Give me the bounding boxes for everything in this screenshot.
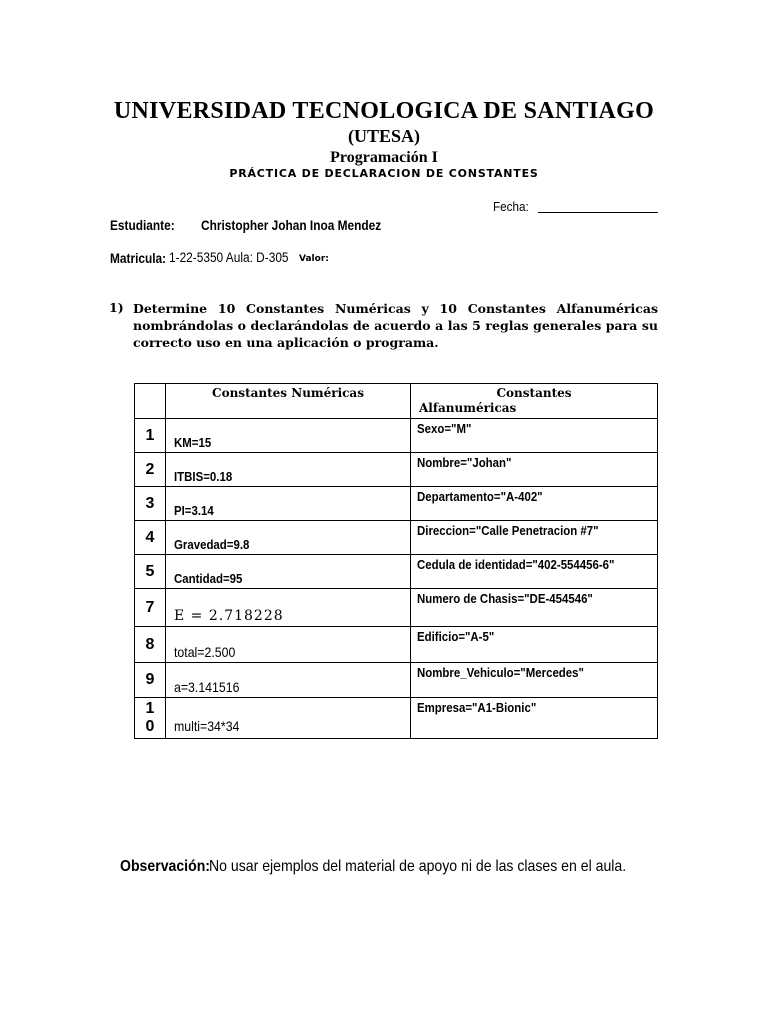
alpha-cell [411,698,658,739]
table-row [135,419,658,453]
row-index: 9 [135,663,166,698]
numeric-cell [166,589,411,627]
alpha-cell [411,627,658,663]
matricula-value: 1-22-5350 Aula: D-305 [169,250,289,265]
table-row [135,487,658,521]
alpha-constant: Nombre_Vehiculo="Mercedes" [417,665,584,680]
numeric-cell [166,698,411,739]
row-index: 3 [135,487,166,521]
numeric-constant: multi=34*34 [174,718,240,734]
table-header-row [135,384,658,419]
numeric-constant: Cantidad=95 [174,571,243,586]
table-row [135,453,658,487]
numeric-cell [166,555,411,589]
matricula-label: Matricula: [110,251,167,266]
alpha-constant: Direccion="Calle Penetracion #7" [417,523,599,538]
alpha-cell [411,663,658,698]
numeric-constant: Gravedad=9.8 [174,537,250,552]
numeric-constant: ITBIS=0.18 [174,469,233,484]
row-index: 5 [135,555,166,589]
question-text: Determine 10 Constantes Numéricas y 10 Constantes Alfanuméricas nombrándolas o declarándolas de acuerdo a las 5 reglas generales para su correcto uso en una aplicación o programa. [133,301,658,350]
header-alpha [411,384,658,419]
university-title: UNIVERSIDAD TECNOLOGICA DE SANTIAGO [113,98,655,124]
alpha-cell [411,589,658,627]
header-numeric [166,384,411,419]
alpha-cell [411,555,658,589]
numeric-constant: KM=15 [174,435,212,450]
alpha-constant: Edificio="A-5" [417,629,495,644]
row-index: 2 [135,453,166,487]
table-row [135,589,658,627]
row-index: 1 0 [135,698,166,739]
valor-label: Valor: [299,254,329,264]
alpha-cell [411,453,658,487]
alpha-constant: Cedula de identidad="402-554456-6" [417,557,615,572]
university-acronym: (UTESA) [347,126,420,146]
numeric-constant: PI=3.14 [174,503,214,518]
question-number: 1) [109,300,124,315]
header-index-cell [135,384,166,419]
alpha-constant: Nombre="Johan" [417,455,512,470]
alpha-cell [411,487,658,521]
numeric-cell [166,663,411,698]
header-alpha-line2: Alfanuméricas [419,401,517,415]
table-row [135,698,658,739]
row-index: 7 [135,589,166,627]
observation-label: Observación: [120,858,210,875]
constants-table [134,383,658,739]
row-index: 4 [135,521,166,555]
header-alpha-line1: Constantes [496,386,572,400]
table-row [135,555,658,589]
fecha-line [538,212,658,213]
observation-text: No usar ejemplos del material de apoyo ni de las clases en el aula. [209,858,627,875]
row-index: 1 [135,419,166,453]
numeric-constant: total=2.500 [174,644,236,660]
row-index: 8 [135,627,166,663]
table-row [135,663,658,698]
alpha-constant: Sexo="M" [417,421,472,436]
course-title: Programación I [330,149,438,166]
numeric-cell [166,487,411,521]
alpha-cell [411,419,658,453]
numeric-constant: a=3.141516 [174,679,240,695]
numeric-cell [166,453,411,487]
alpha-constant: Departamento="A-402" [417,489,543,504]
alpha-constant: Numero de Chasis="DE-454546" [417,591,593,606]
numeric-cell [166,627,411,663]
student-name: Christopher Johan Inoa Mendez [201,218,382,233]
numeric-cell [166,419,411,453]
header-numeric-label: Constantes Numéricas [212,386,364,400]
alpha-cell [411,521,658,555]
student-label: Estudiante: [110,218,175,233]
fecha-label: Fecha: [493,199,529,214]
table-row [135,521,658,555]
table-row [135,627,658,663]
numeric-constant: E = 2.718228 [174,608,284,624]
practice-title: PRÁCTICA DE DECLARACION DE CONSTANTES [229,167,539,180]
numeric-cell [166,521,411,555]
alpha-constant: Empresa="A1-Bionic" [417,700,537,715]
